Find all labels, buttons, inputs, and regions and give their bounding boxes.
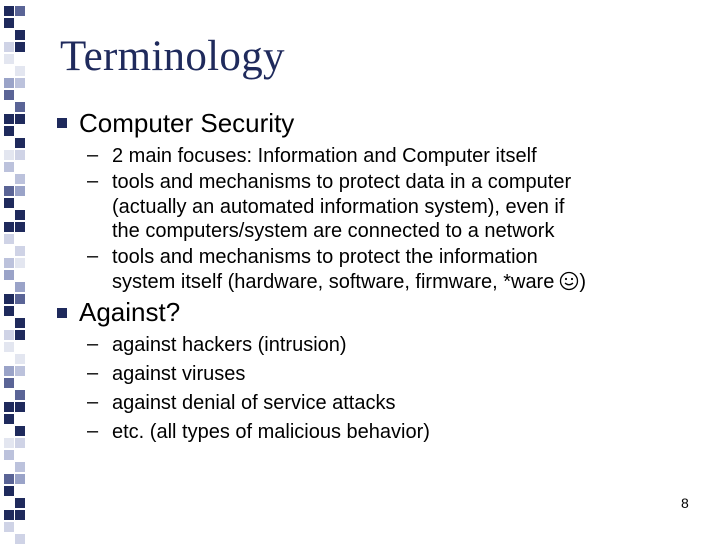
decorative-square: [15, 210, 25, 220]
decorative-square: [15, 138, 25, 148]
decorative-square: [4, 198, 14, 208]
decorative-square: [4, 222, 14, 232]
bullet-against: Against?: [79, 297, 181, 327]
decorative-square: [15, 6, 25, 16]
subitem-line: (actually an automated information system), even if: [112, 195, 565, 218]
decorative-square: [15, 330, 25, 340]
subitem-line-tail: ): [579, 270, 587, 293]
decorative-square: [4, 522, 14, 532]
decorative-square: [15, 534, 25, 544]
decorative-square: [4, 258, 14, 268]
decorative-square: [15, 258, 25, 268]
subitem-line-with-smiley: [112, 270, 586, 295]
decorative-square: [4, 402, 14, 412]
decorative-square: [4, 486, 14, 496]
subitem-viruses: [112, 362, 245, 387]
decorative-square: [4, 234, 14, 244]
decorative-square: [4, 438, 14, 448]
decorative-square: [4, 330, 14, 340]
subitem-etc: [112, 420, 430, 445]
decorative-square: [4, 54, 14, 64]
decorative-square: [15, 366, 25, 376]
decorative-square: [15, 294, 25, 304]
decorative-square: [4, 18, 14, 28]
subitem-line: against viruses: [112, 363, 246, 385]
page-number: 8: [681, 495, 689, 511]
decorative-square: [15, 462, 25, 472]
decorative-square: [15, 510, 25, 520]
decorative-square: [15, 318, 25, 328]
decorative-square: [15, 78, 25, 88]
decorative-square: [4, 306, 14, 316]
decorative-square: [15, 222, 25, 232]
subitem-dos: [112, 391, 396, 416]
decorative-square: [4, 474, 14, 484]
decorative-square: [4, 414, 14, 424]
bullet-computer-security: Computer Security: [79, 108, 295, 138]
decorative-square: [4, 90, 14, 100]
decorative-square: [4, 342, 14, 352]
decorative-square: [4, 186, 14, 196]
decorative-square: [4, 510, 14, 520]
subitem-hackers: [112, 333, 347, 358]
subitem-line: the computers/system are connected to a network: [112, 220, 555, 242]
dash-marker: –: [87, 245, 99, 267]
bullet-square-icon: [57, 118, 67, 128]
decorative-square: [15, 474, 25, 484]
subitem-protect-system: [112, 245, 586, 294]
decorative-square: [15, 246, 25, 256]
subitem-protect-data: [112, 170, 571, 244]
dash-marker: –: [87, 362, 99, 384]
decorative-square: [4, 162, 14, 172]
decorative-square: [4, 114, 14, 124]
decorative-square-strip: [0, 0, 30, 540]
decorative-square: [15, 390, 25, 400]
subitem-line: against denial of service attacks: [112, 392, 396, 414]
dash-marker: –: [87, 170, 99, 192]
smiley-icon: [559, 271, 579, 291]
decorative-square: [15, 438, 25, 448]
slide-title: Terminology: [60, 33, 285, 80]
decorative-square: [4, 270, 14, 280]
decorative-square: [15, 42, 25, 52]
subitem-line: tools and mechanisms to protect data in a computer: [112, 171, 572, 193]
decorative-square: [15, 186, 25, 196]
decorative-square: [4, 294, 14, 304]
decorative-square: [4, 366, 14, 376]
decorative-square: [4, 150, 14, 160]
decorative-square: [15, 282, 25, 292]
dash-marker: –: [87, 391, 99, 413]
decorative-square: [15, 174, 25, 184]
dash-marker: –: [87, 420, 99, 442]
dash-marker: –: [87, 333, 99, 355]
decorative-square: [15, 498, 25, 508]
subitem-line: etc. (all types of malicious behavior): [112, 421, 430, 443]
decorative-square: [15, 102, 25, 112]
subitem-line-text: system itself (hardware, software, firmware, *ware: [112, 270, 555, 293]
dash-marker: –: [87, 144, 99, 166]
decorative-square: [15, 114, 25, 124]
decorative-square: [4, 126, 14, 136]
decorative-square: [15, 150, 25, 160]
decorative-square: [15, 426, 25, 436]
decorative-square: [4, 78, 14, 88]
subitem-line: tools and mechanisms to protect the information: [112, 246, 538, 268]
subitem-line: 2 main focuses: Information and Computer itself: [112, 145, 537, 167]
decorative-square: [4, 42, 14, 52]
decorative-square: [15, 66, 25, 76]
decorative-square: [4, 378, 14, 388]
bullet-square-icon: [57, 308, 67, 318]
decorative-square: [4, 6, 14, 16]
decorative-square: [15, 354, 25, 364]
decorative-square: [4, 450, 14, 460]
subitem-line: against hackers (intrusion): [112, 334, 347, 356]
subitem-main-focuses: [112, 144, 537, 169]
decorative-square: [15, 30, 25, 40]
decorative-square: [15, 402, 25, 412]
